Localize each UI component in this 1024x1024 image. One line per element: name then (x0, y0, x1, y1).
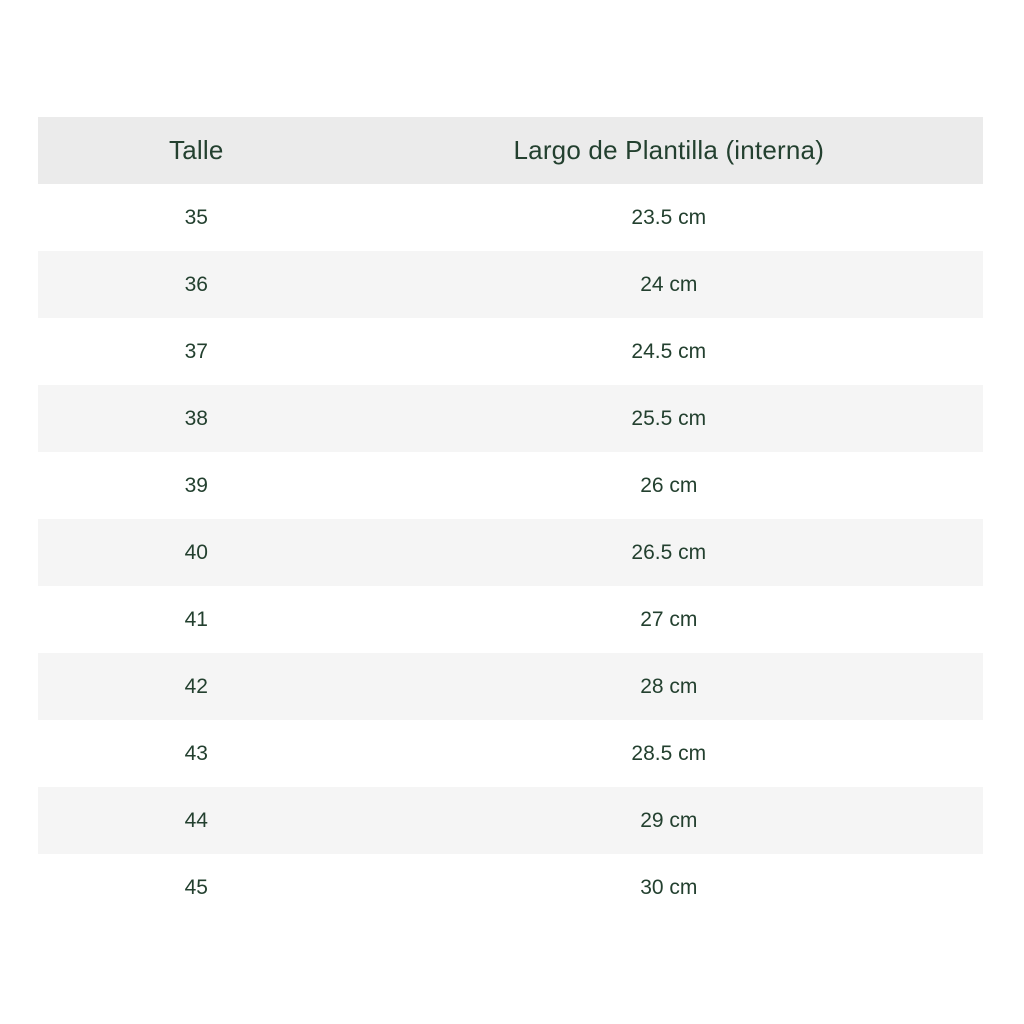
cell-insole-length: 23.5 cm (355, 184, 983, 251)
table-row (38, 720, 983, 787)
table-row (38, 184, 983, 251)
size-chart-table (38, 117, 983, 921)
table-row (38, 586, 983, 653)
cell-insole-length: 28.5 cm (355, 720, 983, 787)
table-row (38, 854, 983, 921)
cell-size: 44 (38, 787, 355, 854)
table-row (38, 385, 983, 452)
table-body (38, 184, 983, 921)
table-header-row (38, 117, 983, 184)
cell-insole-length: 26.5 cm (355, 519, 983, 586)
table-header (38, 117, 983, 184)
cell-size: 37 (38, 318, 355, 385)
cell-insole-length: 27 cm (355, 586, 983, 653)
cell-insole-length: 25.5 cm (355, 385, 983, 452)
cell-insole-length: 24.5 cm (355, 318, 983, 385)
cell-insole-length: 30 cm (355, 854, 983, 921)
cell-size: 36 (38, 251, 355, 318)
table-row (38, 653, 983, 720)
table-row (38, 519, 983, 586)
table-row (38, 787, 983, 854)
cell-size: 42 (38, 653, 355, 720)
cell-size: 38 (38, 385, 355, 452)
column-header-size: Talle (38, 117, 355, 184)
cell-size: 39 (38, 452, 355, 519)
cell-insole-length: 24 cm (355, 251, 983, 318)
cell-size: 35 (38, 184, 355, 251)
cell-insole-length: 28 cm (355, 653, 983, 720)
table-row (38, 318, 983, 385)
cell-size: 45 (38, 854, 355, 921)
cell-insole-length: 26 cm (355, 452, 983, 519)
cell-size: 40 (38, 519, 355, 586)
cell-size: 43 (38, 720, 355, 787)
table-row (38, 251, 983, 318)
table-row (38, 452, 983, 519)
column-header-insole-length: Largo de Plantilla (interna) (355, 117, 983, 184)
cell-size: 41 (38, 586, 355, 653)
cell-insole-length: 29 cm (355, 787, 983, 854)
size-chart-table-wrapper (38, 117, 983, 921)
